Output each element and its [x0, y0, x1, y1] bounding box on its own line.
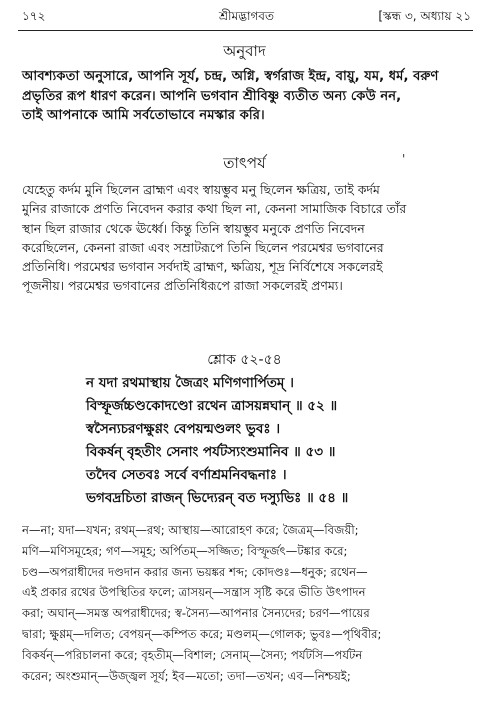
synonym-line: মণি—মণিসমূহের; গণ—সমূহ; অর্পিতম্—সজ্জিত; বিস্ফূর্জৎ—টঙ্কার করে;	[22, 543, 348, 558]
purport-heading: তাৎপর্য	[223, 154, 266, 172]
synonym-line: দ্বারা; ক্ষুণ্ণম্—দলিত; বেপয়ন্—কম্পিত করে; মণ্ডলম্—গোলক; ভুবঃ—পৃথিবীর;	[22, 626, 382, 641]
translation-line: তাই আপনাকে আমি সর্বতোভাবে নমস্কার করি।	[22, 108, 265, 123]
purport-line: প্রতিনিধি। পরমেশ্বর ভগবান সর্বদাই ব্রাহ্মণ, ক্ষত্রিয়, শূদ্র নির্বিশেষে সকলেরই	[22, 259, 383, 275]
header-rule	[18, 30, 473, 31]
purport-line: স্থান ছিল রাজার থেকে ঊর্ধ্বে। কিন্তু তিনি স্বায়ম্ভুব মনুকে প্রণতি নিবেদন	[22, 220, 365, 236]
verse-line: তদৈব সেতবঃ সর্বে বর্ণাশ্রমনিবদ্ধনাঃ ।	[86, 467, 287, 483]
synonym-line: চণ্ড—অপরাধীদের দণ্ডদান করার জন্য ভয়ঙ্কর শব্দ; কোদণ্ডঃ—ধনুক; রথেন—	[22, 564, 368, 579]
verse-line: বিস্ফূর্জচ্চণ্ডকোদণ্ডো রথেন ত্রাসয়ন্নঘান্ ॥ ৫২ ॥	[86, 398, 338, 414]
verse-line: স্বসৈন্যচরণক্ষুণ্ণং বেপয়ন্মণ্ডলং ভুবঃ ।	[86, 421, 281, 437]
translation-text	[22, 67, 469, 126]
purport-text	[22, 180, 469, 296]
page-number: ১৭২	[22, 9, 46, 23]
purport-line: করেছিলেন, কেননা রাজা এবং সম্রাটরূপে তিনি ছিলেন পরমেশ্বর ভগবানের	[22, 239, 384, 255]
synonym-line: ন—না; যদা—যখন; রথম্—রথ; আস্থায়—আরোহণ করে; জৈত্রম্—বিজয়ী;	[22, 523, 359, 537]
purport-line: যেহেতু কর্দম মুনি ছিলেন ব্রাহ্মণ এবং স্বায়ম্ভুব মনু ছিলেন ক্ষত্রিয়, তাই কর্দম	[22, 182, 380, 197]
purport-line: পূজনীয়। পরমেশ্বর ভগবানের প্রতিনিধিরূপে রাজা সকলেরই প্রণম্য।	[22, 278, 343, 294]
verse-number-heading: শ্লোক ৫২-৫৪	[207, 352, 282, 368]
synonym-line: করেন; অংশুমান্—উজ্জ্বল সূর্য; ইব—মতো; তদা—তখন; এব—নিশ্চয়ই;	[22, 668, 351, 683]
synonym-line: এই প্রকার রথের উপস্থিতির ফলে; ত্রাসয়ন্—সন্ত্রাস সৃষ্টি করে ভীতি উৎপাদন	[22, 585, 366, 600]
translation-line: আবশ্যকতা অনুসারে, আপনি সূর্য, চন্দ্র, অগ্নি, স্বর্গরাজ ইন্দ্র, বায়ু, যম, ধর্ম, বরুণ	[22, 69, 439, 84]
margin-mark: '	[402, 152, 406, 166]
synonym-line: করা; অঘান্—সমস্ত অপরাধীদের; স্ব-সৈন্য—আপনার সৈন্যদের; চরণ—পায়ের	[22, 606, 370, 621]
verse-line: বিকর্ষন্ বৃহতীং সেনাং পর্যটস্যংশুমানিব ॥ ৫৩ ॥	[86, 444, 336, 460]
page-header	[22, 6, 471, 26]
sanskrit-verse	[86, 372, 459, 510]
running-title: শ্রীমদ্ভাগবত	[218, 9, 274, 23]
word-for-word-synonyms	[22, 520, 469, 686]
chapter-reference: [স্কন্ধ ৩, অধ্যায় ২১	[378, 9, 471, 23]
purport-line: মুনির রাজাকে প্রণতি নিবেদন করার কথা ছিল না, কেননা সামাজিক বিচারে তাঁর	[22, 201, 407, 217]
synonym-line: বিকর্ষন্—পরিচালনা করে; বৃহতীম্—বিশাল; সেনাম্—সৈন্য; পর্যটসি—পর্যটন	[22, 647, 363, 662]
translation-heading: অনুবাদ	[223, 42, 266, 60]
translation-line: প্রভৃতির রূপ ধারণ করেন। আপনি ভগবান শ্রীবিষ্ণু ব্যতীত অন্য কেউ নন,	[22, 88, 402, 104]
verse-line: ভগবদ্রচিতা রাজন্ ভিদ্যেরন্ বত দস্যুভিঃ ॥ ৫৪ ॥	[86, 490, 349, 506]
verse-line: ন যদা রথমাস্থায় জৈত্রং মণিগণার্পিতম্ ।	[86, 375, 294, 391]
